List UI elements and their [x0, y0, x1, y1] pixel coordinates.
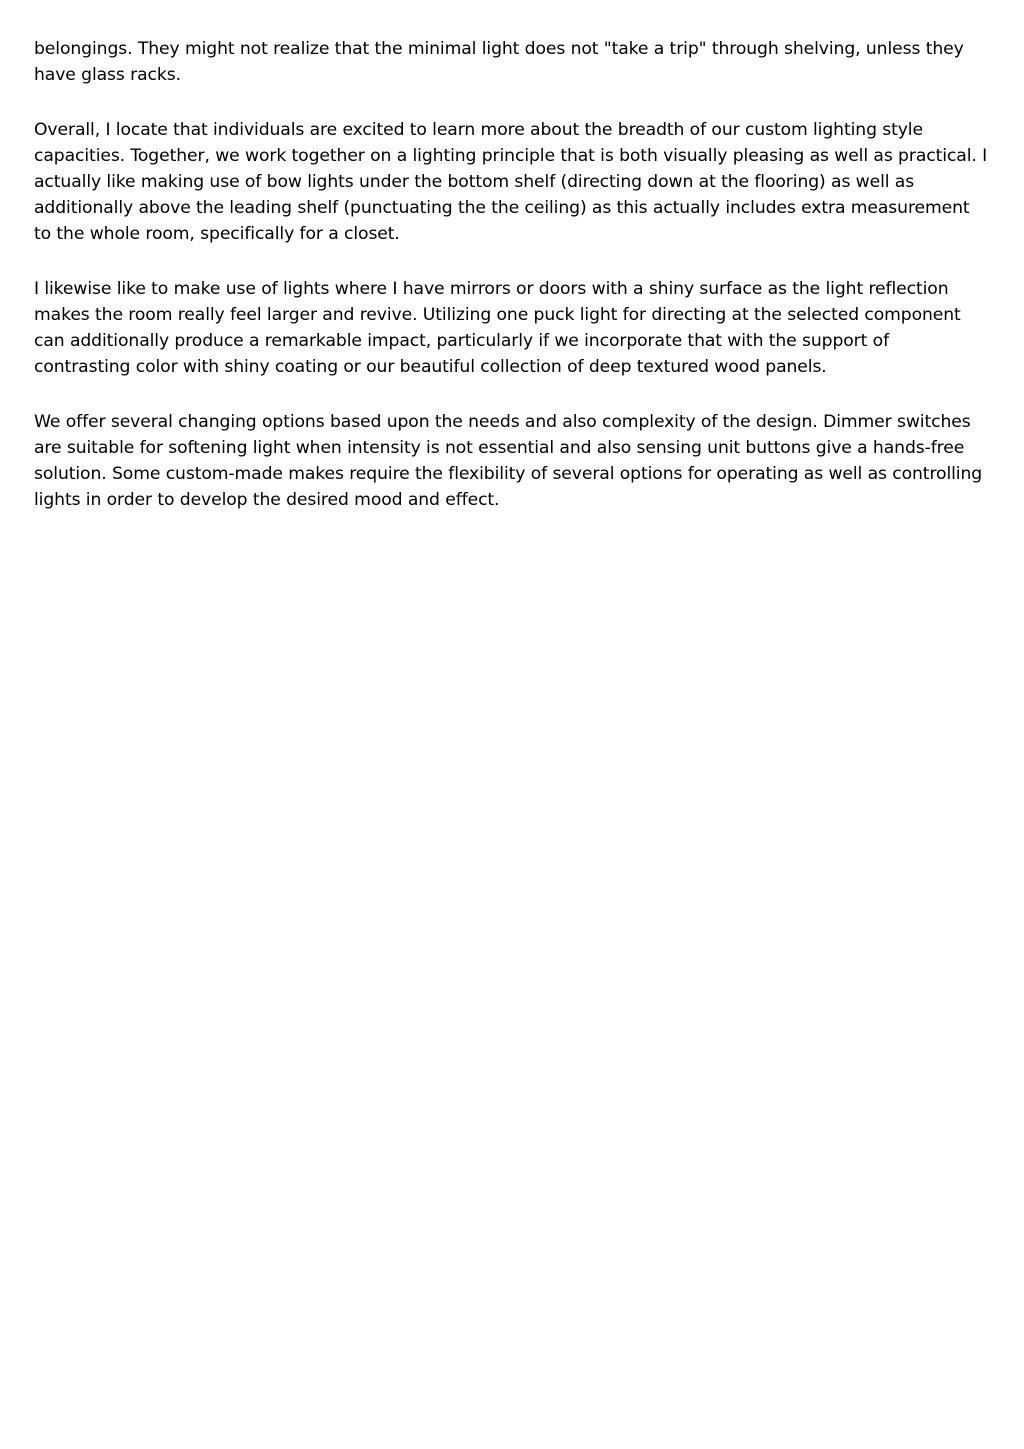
paragraph-2: Overall, I locate that individuals are excited to learn more about the breadth of our custom lighting style capacities. Together, we work together on a lighting principle that is both visually pleasing as well as practical. I actually like making use of bow lights under the bottom shelf (directing down at the flooring) as well as additionally above the leading shelf (punctuating the the ceiling) as this actually includes extra measurement to the whole room, specifically for a closet.	[34, 120, 988, 244]
paragraph-3: I likewise like to make use of lights where I have mirrors or doors with a shiny surface as the light reflection makes the room really feel larger and revive. Utilizing one puck light for directing at the selected component can additionally produce a remarkable impact, particularly if we incorporate that with the support of contrasting color with shiny coating or our beautiful collection of deep textured wood panels.	[34, 279, 961, 377]
paragraph-4: We offer several changing options based upon the needs and also complexity of the design. Dimmer switches are suitable for softening light when intensity is not essential and also sensing unit buttons give a hands-free solution. Some custom-made makes require the flexibility of several options for operating as well as controlling lights in order to develop the desired mood and effect.	[34, 412, 983, 510]
paragraph-1: belongings. They might not realize that the minimal light does not "take a trip" through shelving, unless they have glass racks.	[34, 39, 964, 85]
